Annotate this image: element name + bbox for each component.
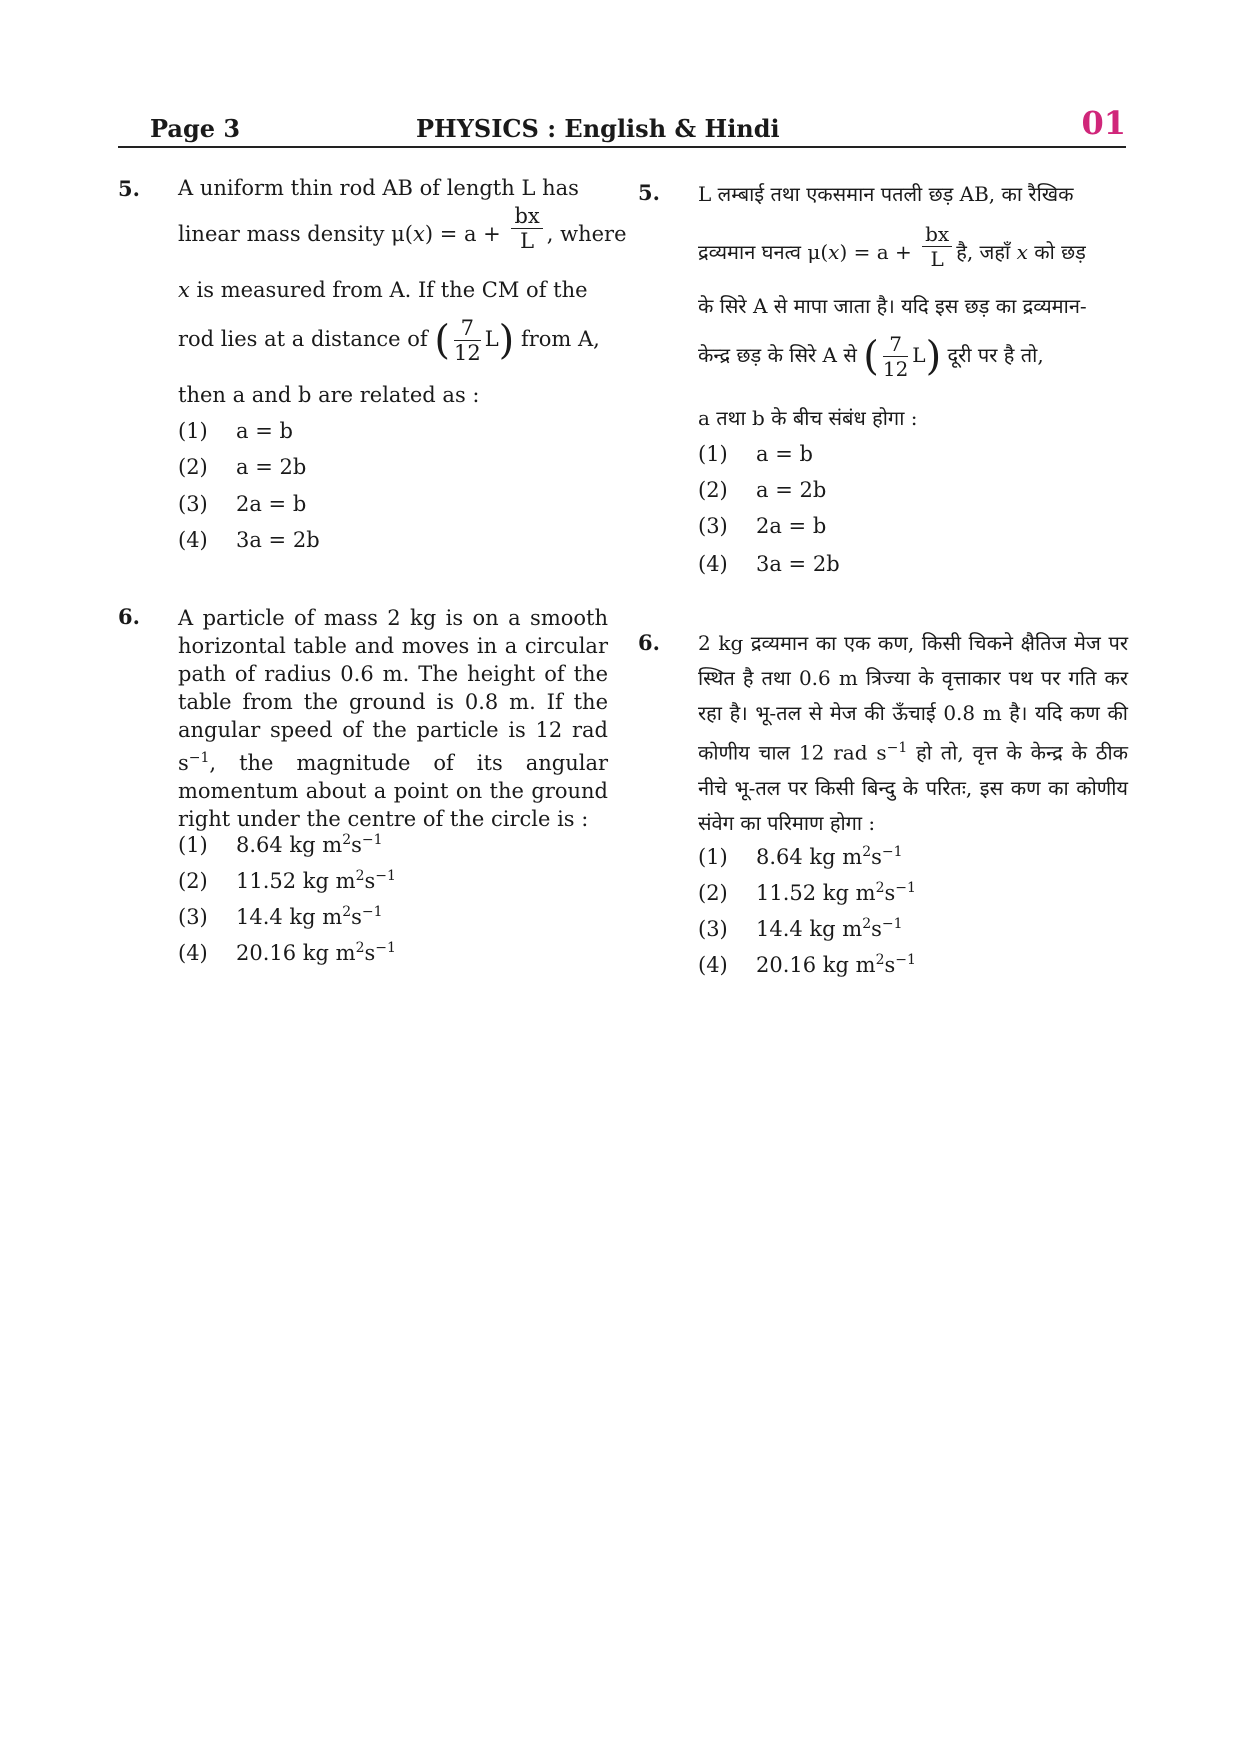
option: (2) 11.52 kg $m^2s^{-1}$	[178, 868, 396, 893]
fraction: $\frac{bx}{L}$	[511, 204, 542, 253]
option: (4) 20.16 kg $m^2s^{-1}$	[698, 952, 916, 977]
page-header	[118, 106, 1126, 148]
option: (2) a = 2b	[178, 455, 307, 479]
question-text-line: केन्द्र छड़ के सिरे A से ( $\frac{7}{12}$ L) दूरी पर है तो,	[698, 332, 1044, 381]
question-text-line: द्रव्यमान घनत्व μ(x) = a + $\frac{bx}{L}$ है, जहाँ x को छड़	[698, 222, 1086, 271]
option: (3) 14.4 kg $m^2s^{-1}$	[178, 904, 383, 929]
question-text-line: linear mass density μ(x) = a + $\frac{bx}{L}$ , where	[178, 204, 627, 253]
option: (2) a = 2b	[698, 478, 827, 502]
fraction: $\frac{bx}{L}$	[922, 222, 952, 271]
question-text-line: x is measured from A. If the CM of the	[178, 278, 588, 302]
question-number: 6.	[118, 604, 140, 629]
question-text-line: के सिरे A से मापा जाता है। यदि इस छड़ का द्रव्यमान-	[698, 294, 1087, 318]
option: (3) 14.4 kg $m^2s^{-1}$	[698, 916, 903, 941]
fraction: $\frac{7}{12}$	[882, 332, 909, 381]
option: (1) 8.64 kg $m^2s^{-1}$	[178, 832, 383, 857]
question-text: A particle of mass 2 kg is on a smooth horizontal table and moves in a circular path of radius 0.6 m. The height of the table from the ground is 0.8 m. If the angular speed of the particle is 12 rad $s^{-1}$, the magnitude of its angular momentum about a point on the ground right under the centre of the circle is :	[178, 606, 608, 831]
question-number: 6.	[638, 630, 660, 655]
option: (4) 3a = 2b	[178, 528, 320, 552]
option: (1) a = b	[178, 419, 293, 443]
question-text-line: A uniform thin rod AB of length L has	[178, 176, 579, 200]
question-text: 2 kg द्रव्यमान का एक कण, किसी चिकने क्षैतिज मेज पर स्थित है तथा 0.6 m त्रिज्या के वृत्ताकार पथ पर गति कर रहा है। भू-तल से मेज की ऊँचाई 0.8 m है। यदि कण की कोणीय चाल 12 rad $s^{-1}$ हो तो, वृत्त के केन्द्र के ठीक नीचे भू-तल पर किसी बिन्दु के परितः, इस कण का कोणीय संवेग का परिमाण होगा :	[698, 631, 1128, 835]
option: (4) 3a = 2b	[698, 552, 840, 576]
option: (3) 2a = b	[698, 514, 827, 538]
page-title: PHYSICS : English & Hindi	[416, 114, 780, 143]
page-number: Page 3	[150, 114, 241, 143]
option: (1) 8.64 kg $m^2s^{-1}$	[698, 844, 903, 869]
question-text-line: then a and b are related as :	[178, 383, 480, 407]
question-number: 5.	[118, 176, 140, 201]
option: (3) 2a = b	[178, 492, 307, 516]
question-text-line: a तथा b के बीच संबंध होगा :	[698, 406, 918, 430]
question-text-line: rod lies at a distance of ( $\frac{7}{12}$ L) from A,	[178, 316, 600, 365]
question-text-line: L लम्बाई तथा एकसमान पतली छड़ AB, का रैखिक	[698, 182, 1074, 206]
paper-code: 01	[1081, 104, 1126, 142]
option: (2) 11.52 kg $m^2s^{-1}$	[698, 880, 916, 905]
fraction: $\frac{7}{12}$	[453, 316, 481, 365]
question-number: 5.	[638, 180, 660, 205]
option: (1) a = b	[698, 442, 813, 466]
option: (4) 20.16 kg $m^2s^{-1}$	[178, 940, 396, 965]
